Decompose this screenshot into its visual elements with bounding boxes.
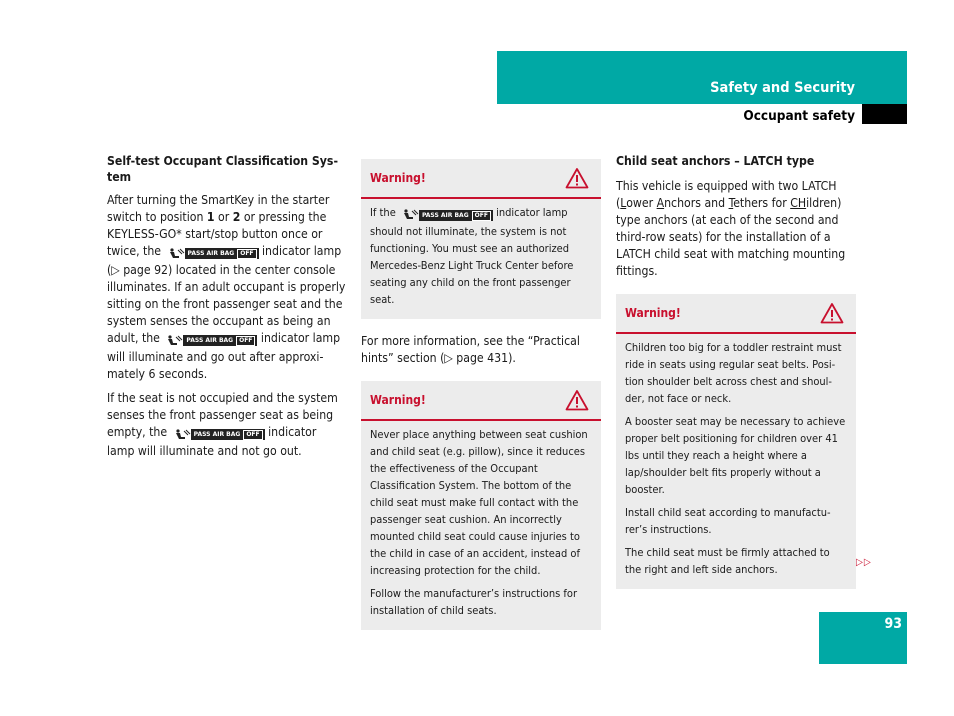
- warning-text: A booster seat may be necessary to achieve proper belt positioning for children over 41 lbs until they reach a height where a lap/shoulder belt fits properly without a booster.: [625, 415, 846, 496]
- warning-label: Warning!: [370, 392, 426, 407]
- text-run: or pressing the KEYLESS-GO* start/stop button once or twice, the: [107, 210, 327, 258]
- pass-airbag-off-indicator-icon: [399, 206, 493, 223]
- warning-box-children: [616, 294, 856, 589]
- text-run: indicator lamp will illuminate and go out after approxi-mately 6 seconds.: [107, 331, 341, 381]
- section-title: Safety and Security: [710, 80, 855, 96]
- underlined-letter: L: [620, 196, 627, 210]
- warning-body: [616, 334, 856, 578]
- text-run: nchors and: [664, 196, 729, 210]
- self-test-heading: Self-test Occupant Classification Sys-tem: [107, 154, 339, 184]
- self-test-paragraph-1: [107, 192, 347, 383]
- indicator-text: PASS AIR BAG: [186, 337, 234, 344]
- continued-arrow-icon: ▷▷: [856, 557, 872, 568]
- text-run: indicator lamp will illuminate and not go out.: [107, 425, 317, 458]
- page-number: 93: [884, 616, 902, 632]
- header-band: [497, 51, 907, 104]
- text-run: indicator lamp should not illuminate, the system is not functioning. You must see an authorized Mercedes-Benz Light Truck Center before seating any child on the front passenger seat.: [370, 206, 574, 306]
- column-middle: [361, 153, 601, 644]
- subsection-title: Occupant safety: [743, 108, 855, 124]
- indicator-off: OFF: [243, 430, 262, 440]
- latch-heading: Child seat anchors – LATCH type: [616, 154, 815, 168]
- underlined-letter: T: [728, 196, 734, 210]
- warning-header: [361, 159, 601, 199]
- warning-text: Follow the manufacturer’s instructions for installation of child seats.: [370, 587, 578, 617]
- warning-body: [361, 421, 601, 619]
- text-run: After turning the SmartKey in the starter switch to position: [107, 193, 330, 224]
- warning-header: [616, 294, 856, 334]
- warning-label: Warning!: [370, 170, 426, 185]
- indicator-off: OFF: [236, 336, 255, 346]
- column-left: [107, 153, 347, 467]
- text-run: This vehicle is equipped with two LATCH (: [616, 179, 837, 210]
- header-tab-marker: [862, 104, 907, 124]
- pass-airbag-off-indicator-icon: [163, 332, 257, 349]
- column-right: [616, 153, 856, 603]
- position-1: 1: [206, 210, 215, 224]
- warning-box-seat-cushion: [361, 381, 601, 630]
- underlined-letter: CH: [790, 196, 807, 210]
- warning-header: [361, 381, 601, 421]
- text-run: If the: [370, 206, 399, 219]
- text-run: indicator lamp (▷ page 92) located in the center console illuminates. If an adult occupant is properly sitting on the front passenger seat and the system senses the occupant as being an adult, the: [107, 244, 346, 345]
- position-2: 2: [232, 210, 241, 224]
- warning-box-indicator: [361, 159, 601, 319]
- self-test-paragraph-2: [107, 390, 347, 460]
- text-run: or: [214, 210, 233, 224]
- warning-text: Install child seat according to manufactu-rer’s instructions.: [625, 506, 831, 536]
- warning-label: Warning!: [625, 305, 681, 320]
- more-info-paragraph: For more information, see the “Practical hints” section (▷ page 431).: [361, 334, 580, 365]
- text-run: If the seat is not occupied and the system senses the front passenger seat as being empty, the: [107, 391, 338, 439]
- warning-triangle-icon: [565, 389, 589, 411]
- pass-airbag-off-indicator-icon: [171, 426, 265, 443]
- warning-triangle-icon: [565, 167, 589, 189]
- warning-text: Children too big for a toddler restraint must ride in seats using regular seat belts. Posi-tion shoulder belt across chest and shoul-der, not face or neck.: [625, 341, 842, 405]
- latch-paragraph: [616, 178, 856, 280]
- warning-text: The child seat must be firmly attached to the right and left side anchors.: [625, 546, 830, 576]
- text-run: ethers for: [733, 196, 791, 210]
- pass-airbag-off-indicator-icon: [165, 245, 259, 262]
- text-run: ower: [626, 196, 657, 210]
- indicator-text: PASS AIR BAG: [187, 250, 235, 257]
- warning-text: [370, 204, 592, 308]
- underlined-letter: A: [656, 196, 665, 210]
- indicator-text: PASS AIR BAG: [193, 431, 241, 438]
- warning-body: [361, 199, 601, 308]
- warning-triangle-icon: [820, 302, 844, 324]
- warning-text: Never place anything between seat cushion and child seat (e.g. pillow), since it reduces the effectiveness of the Occupant Classification System. The bottom of the child seat must make full contact with the passenger seat cushion. An incorrectly mounted child seat could cause injuries to the child in case of an accident, instead of increasing protection for the child.: [370, 428, 588, 577]
- text-run: ildren) type anchors (at each of the second and third-row seats) for the installation of a LATCH child seat with matching mounting fittings.: [616, 196, 846, 278]
- indicator-off: OFF: [472, 211, 491, 221]
- indicator-text: PASS AIR BAG: [421, 211, 469, 219]
- indicator-off: OFF: [237, 249, 256, 259]
